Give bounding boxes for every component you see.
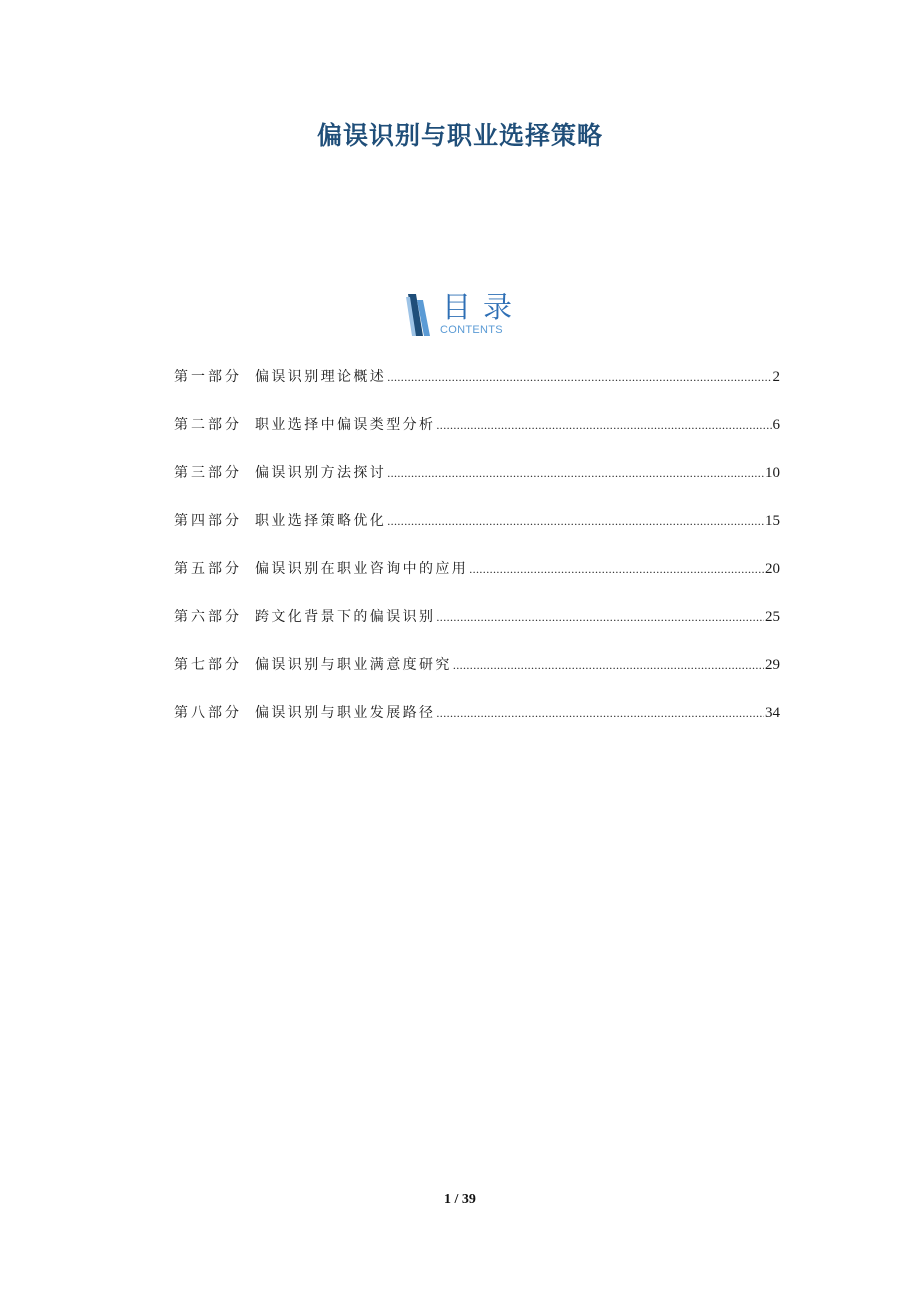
toc-entry-part: 第六部分 bbox=[174, 609, 242, 625]
document-title: 偏误识别与职业选择策略 bbox=[316, 121, 603, 150]
toc-heading bbox=[406, 292, 526, 340]
toc-entry-title: 偏误识别方法探讨 bbox=[255, 465, 387, 481]
toc-dot-leader bbox=[387, 461, 764, 485]
slanted-bars-logo-icon bbox=[406, 294, 432, 336]
toc-entry-page: 10 bbox=[765, 465, 780, 481]
toc-entry-page: 15 bbox=[765, 513, 780, 529]
toc-entry-title: 偏误识别与职业满意度研究 bbox=[255, 657, 452, 673]
toc-entry-part: 第四部分 bbox=[174, 513, 242, 529]
toc-dot-leader bbox=[387, 509, 764, 533]
toc-dot-leader bbox=[436, 701, 764, 725]
table-of-contents bbox=[174, 365, 780, 749]
toc-entry-page: 25 bbox=[765, 609, 780, 625]
toc-dot-leader bbox=[453, 653, 764, 677]
toc-entry-title: 跨文化背景下的偏误识别 bbox=[255, 609, 436, 625]
toc-entry-title: 职业选择中偏误类型分析 bbox=[255, 417, 436, 433]
toc-entry-6[interactable] bbox=[174, 605, 780, 653]
toc-entry-part: 第二部分 bbox=[174, 417, 242, 433]
toc-dot-leader bbox=[436, 413, 771, 437]
toc-entry-7[interactable] bbox=[174, 653, 780, 701]
toc-entry-page: 29 bbox=[765, 657, 780, 673]
toc-entry-page: 20 bbox=[765, 561, 780, 577]
toc-entry-part: 第三部分 bbox=[174, 465, 242, 481]
toc-entry-title: 偏误识别在职业咨询中的应用 bbox=[255, 561, 469, 577]
toc-entry-page: 34 bbox=[765, 705, 780, 721]
toc-entry-part: 第五部分 bbox=[174, 561, 242, 577]
toc-entry-title: 职业选择策略优化 bbox=[255, 513, 387, 529]
toc-entry-part: 第一部分 bbox=[174, 369, 242, 385]
toc-entry-4[interactable] bbox=[174, 509, 780, 557]
toc-entry-1[interactable] bbox=[174, 365, 780, 413]
toc-entry-title: 偏误识别与职业发展路径 bbox=[255, 705, 436, 721]
toc-dot-leader bbox=[436, 605, 764, 629]
page-number: 1 / 39 bbox=[444, 1192, 476, 1207]
toc-subtitle: CONTENTS bbox=[440, 324, 503, 336]
toc-entry-title: 偏误识别理论概述 bbox=[255, 369, 387, 385]
toc-dot-leader bbox=[469, 557, 764, 581]
toc-title: 目录 bbox=[442, 290, 525, 324]
toc-entry-part: 第八部分 bbox=[174, 705, 242, 721]
toc-entry-part: 第七部分 bbox=[174, 657, 242, 673]
toc-entry-2[interactable] bbox=[174, 413, 780, 461]
toc-entry-page: 6 bbox=[772, 417, 780, 433]
toc-entry-8[interactable] bbox=[174, 701, 780, 749]
toc-entry-page: 2 bbox=[772, 369, 780, 385]
toc-entry-3[interactable] bbox=[174, 461, 780, 509]
toc-entry-5[interactable] bbox=[174, 557, 780, 605]
toc-dot-leader bbox=[387, 365, 771, 389]
